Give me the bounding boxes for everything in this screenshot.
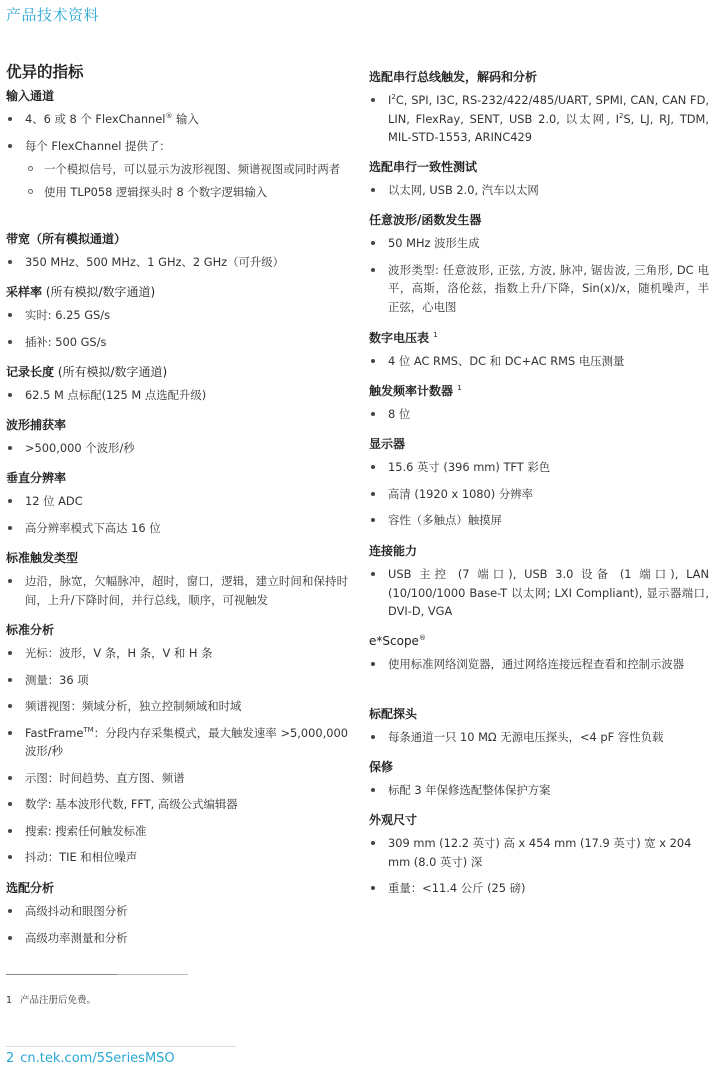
list-item: $I^2C$, SPI, I3C, RS-232/422/485/UART, SPMI, CAN, CAN FD, LIN, FlexRay, SENT, USB 2.0, 以太网, $I^2S$, LJ, RJ, TDM, MIL-STD-1553, ARINC429 xyxy=(369,91,709,147)
list-item: 示图：时间趋势、直方图、频谱 xyxy=(6,769,348,788)
list-item: 8 位 xyxy=(369,405,709,424)
sub-list-item: 使用 TLP058 逻辑探头时 8 个数字逻辑输入 xyxy=(25,183,348,202)
section-title: 触发频率计数器 $^1$ xyxy=(369,384,462,398)
list-item: 实时: 6.25 GS/s xyxy=(6,306,348,325)
list-item: 频谱视图：频域分析，独立控制频域和时域 xyxy=(6,697,348,716)
section-title: 数字电压表 $^1$ xyxy=(369,331,438,345)
section-title: e*Scope® xyxy=(369,634,426,648)
list-item: 插补: 500 GS/s xyxy=(6,333,348,352)
list-item: 每条通道一只 10 MΩ 无源电压探头，<4 pF 容性负载 xyxy=(369,728,709,747)
section-bandwidth xyxy=(6,229,348,280)
list-item: USB 主控 (7 端口), USB 3.0 设备 (1 端口), LAN (10/100/1000 Base-T 以太网; LXI Compliant), 显示器端口, DVI-D, VGA xyxy=(369,565,709,621)
document-header-title: 产品技术资料 xyxy=(6,6,100,24)
section-afg xyxy=(369,210,709,324)
section-title: 选配串行总线触发，解码和分析 xyxy=(369,70,538,84)
list-item: 309 mm (12.2 英寸) 高 x 454 mm (17.9 英寸) 宽 x 204 mm (8.0 英寸) 深 xyxy=(369,834,709,871)
section-title: 选配分析 xyxy=(6,881,55,895)
list-item: 边沿，脉宽，欠幅脉冲，超时，窗口，逻辑，建立时间和保持时间，上升/下降时间，并行总线，顺序，可视触发 xyxy=(6,572,348,609)
list-item: 4、6 或 8 个 FlexChannel® 输入 xyxy=(6,110,348,129)
section-title: 波形捕获率 xyxy=(6,418,67,432)
section-title: 任意波形/函数发生器 xyxy=(369,213,482,227)
section-title: 选配串行一致性测试 xyxy=(369,160,478,174)
section-title: 标准分析 xyxy=(6,623,55,637)
page-number: 2 xyxy=(6,1051,15,1066)
section-title: 连接能力 xyxy=(369,544,418,558)
list-item: 62.5 M 点标配(125 M 点选配升级) xyxy=(6,386,348,405)
list-item: 高分辨率模式下高达 16 位 xyxy=(6,519,348,538)
list-item: FastFrame™：分段内存采集模式，最大触发速率 >5,000,000 波形/秒 xyxy=(6,724,348,761)
section-dvm xyxy=(369,328,709,379)
list-item: 波形类型: 任意波形, 正弦, 方波, 脉冲, 锯齿波, 三角形, DC 电平，高斯，洛伦兹，指数上升/下降，Sin(x)/x，随机噪声，半正弦，心电图 xyxy=(369,261,709,317)
list-item: 50 MHz 波形生成 xyxy=(369,234,709,253)
list-item: 高清 (1920 x 1080) 分辨率 xyxy=(369,485,709,504)
list-item: 搜索: 搜索任何触发标准 xyxy=(6,822,348,841)
section-title: 垂直分辨率 xyxy=(6,471,67,485)
section-display xyxy=(369,434,709,538)
section-title: 采样率 (所有模拟/数字通道) xyxy=(6,285,156,299)
section-trigger-types xyxy=(6,548,348,617)
section-sample-rate xyxy=(6,282,348,359)
section-serial-compliance xyxy=(369,157,709,208)
section-optional-analysis xyxy=(6,878,348,955)
list-item: 标配 3 年保修选配整体保护方案 xyxy=(369,781,709,800)
section-capture-rate xyxy=(6,415,348,466)
footnote-divider xyxy=(6,974,188,975)
list-item: 高级抖动和眼图分析 xyxy=(6,902,348,921)
list-item: 使用标准网络浏览器，通过网络连接远程查看和控制示波器 xyxy=(369,655,709,674)
sub-list-item: 一个模拟信号，可以显示为波形视图、频谱视图或同时两者 xyxy=(25,160,348,179)
section-title: 输入通道 xyxy=(6,89,55,103)
section-connectivity xyxy=(369,541,709,629)
section-input-channels xyxy=(6,86,348,209)
section-title: 外观尺寸 xyxy=(369,813,418,827)
section-serial-bus xyxy=(369,67,709,155)
section-escope xyxy=(369,631,709,682)
section-warranty xyxy=(369,757,709,808)
footer-divider xyxy=(6,1046,236,1047)
section-standard-analysis xyxy=(6,620,348,875)
list-item: 以太网, USB 2.0, 汽车以太网 xyxy=(369,181,709,200)
section-counter xyxy=(369,381,709,432)
list-item: 抖动：TIE 和相位噪声 xyxy=(6,848,348,867)
section-vertical-resolution xyxy=(6,468,348,545)
section-title: 标准触发类型 xyxy=(6,551,79,565)
list-item: 4 位 AC RMS、DC 和 DC+AC RMS 电压测量 xyxy=(369,352,709,371)
section-dimensions xyxy=(369,810,709,906)
list-item: 容性（多触点）触摸屏 xyxy=(369,511,709,530)
page-footer xyxy=(6,1051,175,1066)
section-title: 带宽（所有模拟通道） xyxy=(6,232,127,246)
list-item: 12 位 ADC xyxy=(6,492,348,511)
section-title: 标配探头 xyxy=(369,707,418,721)
list-item: 光标：波形，V 条，H 条，V 和 H 条 xyxy=(6,644,348,663)
section-probes xyxy=(369,704,709,755)
list-item: 350 MHz、500 MHz、1 GHz、2 GHz（可升级） xyxy=(6,253,348,272)
section-title: 保修 xyxy=(369,760,394,774)
list-item: 数学: 基本波形代数, FFT, 高级公式编辑器 xyxy=(6,795,348,814)
footer-url[interactable]: cn.tek.com/5SeriesMSO xyxy=(20,1051,175,1066)
section-title: 记录长度 (所有模拟/数字通道) xyxy=(6,365,168,379)
list-item: 每个 FlexChannel 提供了： 一个模拟信号，可以显示为波形视图、频谱视图或同时两者 使用 TLP058 逻辑探头时 8 个数字逻辑输入 xyxy=(6,137,348,202)
footnote: 1 产品注册后免费。 xyxy=(6,995,97,1006)
list-item: >500,000 个波形/秒 xyxy=(6,439,348,458)
page-heading: 优异的指标 xyxy=(6,63,84,81)
list-item: 高级功率测量和分析 xyxy=(6,929,348,948)
list-item: 测量：36 项 xyxy=(6,671,348,690)
list-item: 重量：<11.4 公斤 (25 磅) xyxy=(369,879,709,898)
section-record-length xyxy=(6,362,348,413)
section-title: 显示器 xyxy=(369,437,406,451)
list-item: 15.6 英寸 (396 mm) TFT 彩色 xyxy=(369,458,709,477)
